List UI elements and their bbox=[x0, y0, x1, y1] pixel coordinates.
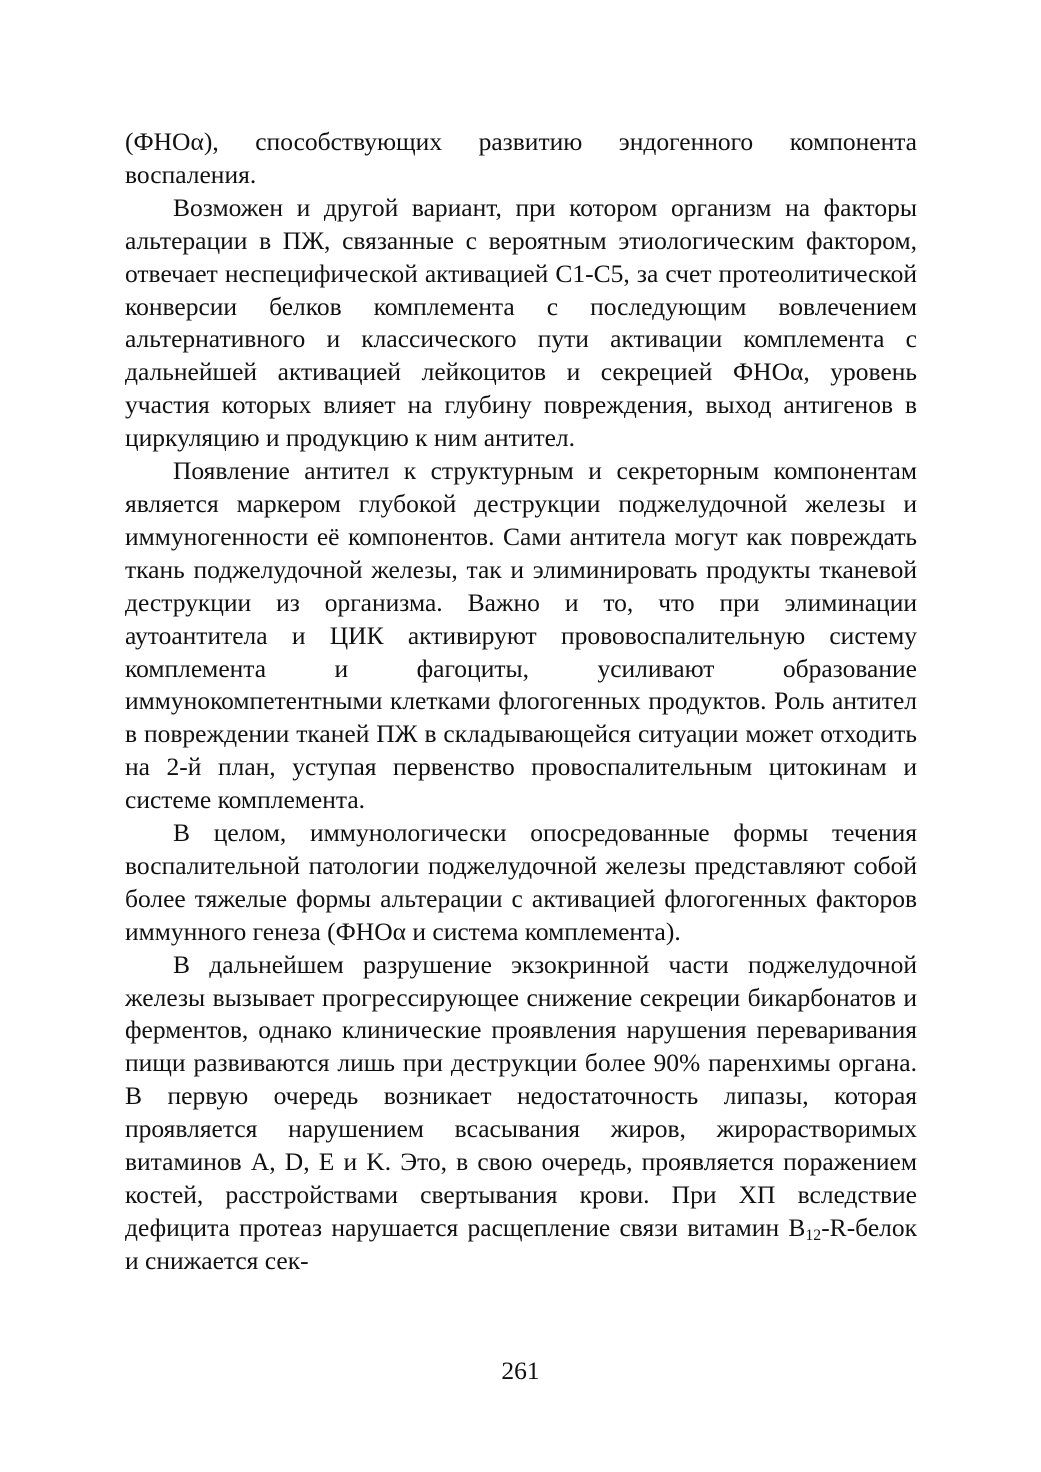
paragraph-5-text-end: -R-белок и снижается сек- bbox=[125, 1212, 917, 1275]
page-number: 261 bbox=[501, 1356, 540, 1385]
paragraph-3: Появление антител к структурным и секреторным компонентам является маркером глубокой деструкции поджелудочной железы и иммуногенности её компонентов. Сами антитела могут как повреждать ткань поджелудочной железы, так и элиминировать продукты тканевой деструкции из организма. Важно и то, что при элиминации аутоантитела и ЦИК активируют прововоспалительную систему комплемента и фагоциты, усиливают образование иммунокомпетентными клетками флогогенных продуктов. Роль антител в повреждении тканей ПЖ в складывающейся ситуации может отходить на 2-й план, уступая первенство провоспалительным цитокинам и системе комплемента. bbox=[125, 456, 917, 815]
paragraph-5-text: В дальнейшем разрушение экзокринной части поджелудочной железы вызывает прогрессирующее снижение секреции бикарбонатов и ферментов, однако клинические проявления нарушения переваривания пищи развиваются лишь при деструкции более 90% паренхимы органа. В первую очередь возникает недостаточность липазы, которая проявляется нарушением всасывания жиров, жирорастворимых витаминов A, D, E и K. Это, в свою очередь, проявляется поражением костей, расстройствами свертывания крови. При ХП вследствие дефицита протеаз нарушается расщепление связи витамин B bbox=[125, 949, 917, 1242]
paragraph-4: В целом, иммунологически опосредованные формы течения воспалительной патологии поджелудочной железы представляют собой более тяжелые формы альтерации с активацией флогогенных факторов иммунного генеза (ФНОα и система комплемента). bbox=[125, 818, 917, 946]
page-body bbox=[125, 126, 917, 1278]
vitamin-subscript: 12 bbox=[805, 1226, 822, 1244]
paragraph-2: Возможен и другой вариант, при котором организм на факторы альтерации в ПЖ, связанные с вероятным этиологическим фактором, отвечает неспецифической активацией С1-С5, за счет протеолитической конверсии белков комплемента с последующим вовлечением альтернативного и классического пути активации комплемента с дальнейшей активацией лейкоцитов и секрецией ФНОα, уровень участия которых влияет на глубину повреждения, выход антигенов в циркуляцию и продукцию к ним антител. bbox=[125, 192, 917, 453]
paragraph-1: (ФНОα), способствующих развитию эндогенного компонента воспаления. bbox=[125, 127, 917, 189]
paragraph-5 bbox=[125, 949, 917, 1278]
